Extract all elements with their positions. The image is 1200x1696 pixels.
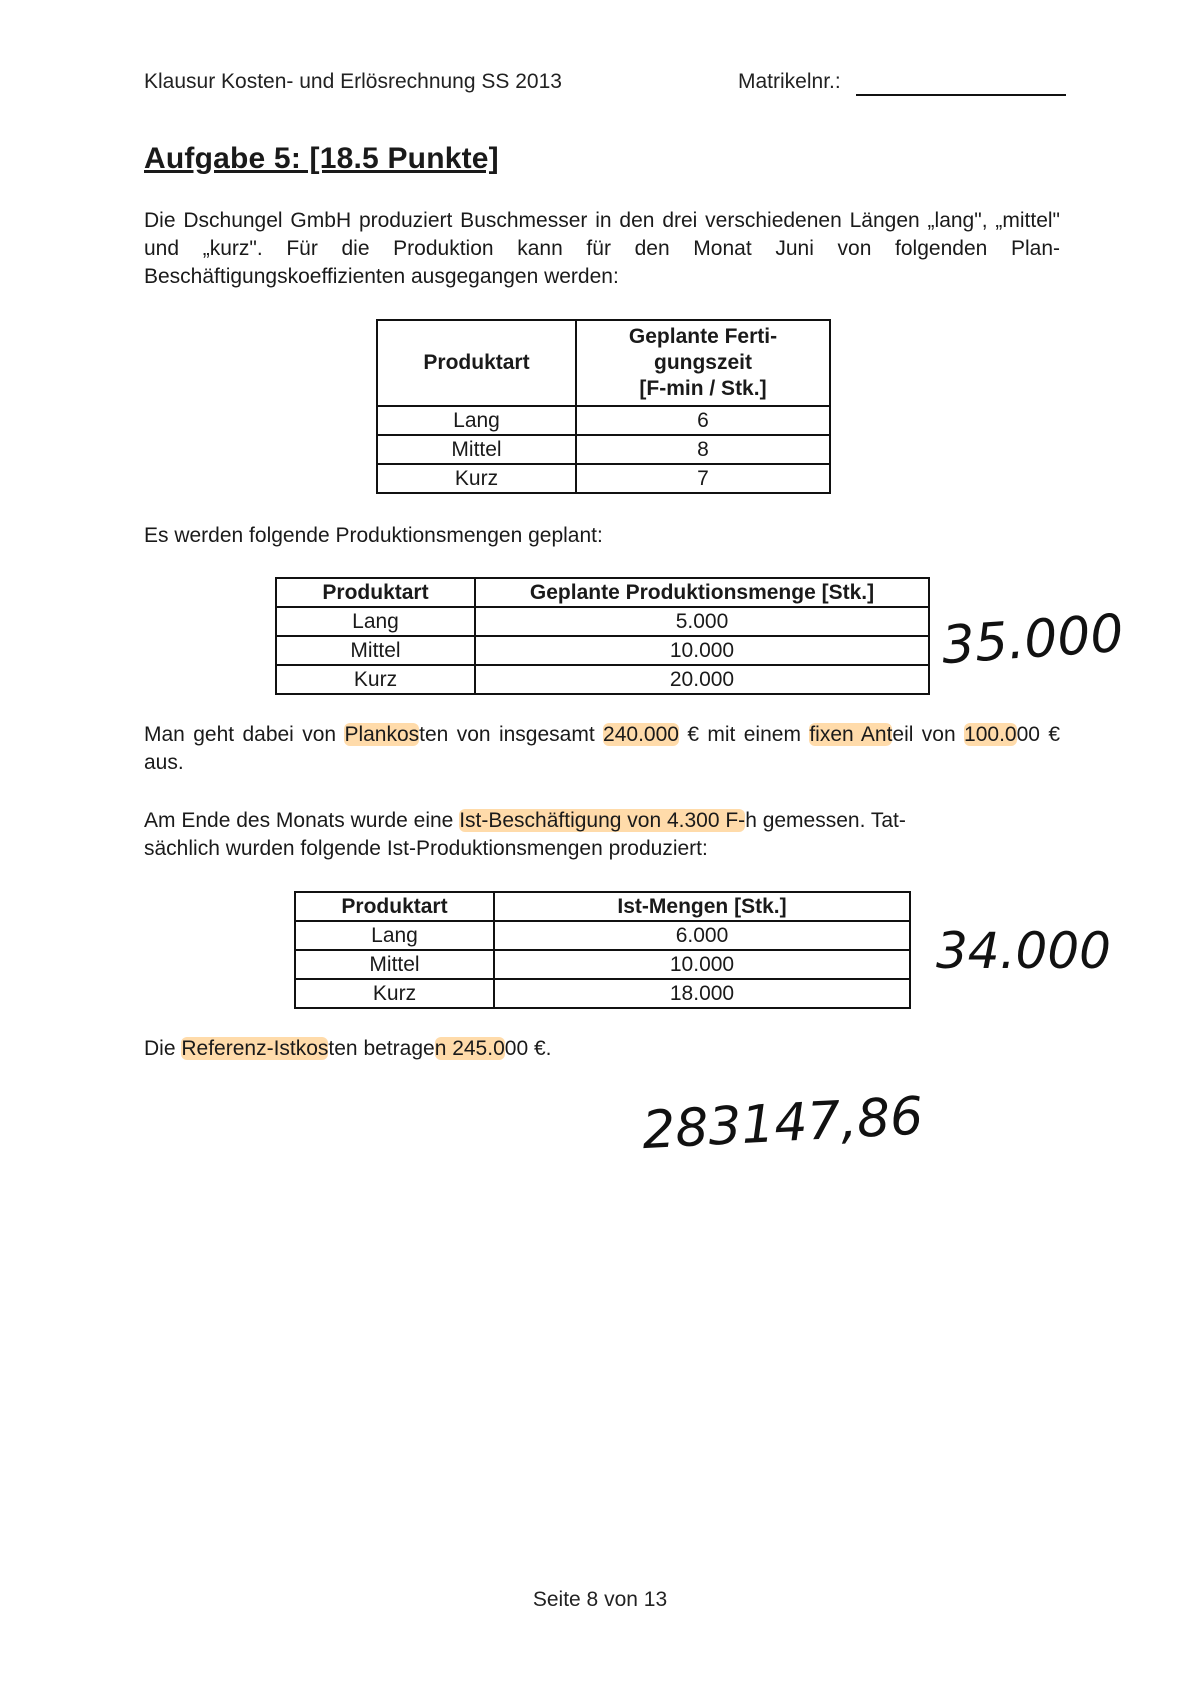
table-cell: Mittel: [377, 435, 576, 464]
matriculation-number-line: [856, 94, 1066, 96]
table-cell: Mittel: [295, 950, 494, 979]
handwritten-note-result: [638, 1082, 958, 1162]
text-run: h gemessen. Tat-: [745, 809, 906, 832]
column-header-product-type: Produktart: [295, 892, 494, 921]
handwritten-text: 283147,86: [640, 1086, 925, 1162]
text-run: Am Ende des Monats wurde eine: [144, 809, 460, 832]
text-run: Die: [144, 1037, 182, 1060]
text-run: € mit einem: [678, 723, 810, 746]
table-cell: 6.000: [494, 921, 910, 950]
handwritten-text: 35.000: [939, 603, 1126, 677]
handwritten-note-planned-total: [938, 603, 1126, 677]
table-row: [295, 921, 910, 950]
table-row: [377, 435, 830, 464]
table-cell: 20.000: [475, 665, 929, 694]
header-line: gungszeit: [654, 351, 752, 374]
text-run: 00 €.: [504, 1037, 552, 1060]
highlighted-text: fixen Ant: [809, 723, 893, 746]
text-run: Man geht dabei von: [144, 723, 345, 746]
table-header-row: [377, 320, 830, 406]
intro-paragraph: Die Dschungel GmbH produziert Buschmesser in den drei verschiedenen Längen „lang", „mittel" und „kurz". Für die Produktion kann für den Monat Juni von folgenden Plan-Beschäftigungskoeffizienten ausgegangen werden:: [144, 209, 1060, 288]
table-row: [295, 950, 910, 979]
table-cell: 18.000: [494, 979, 910, 1008]
planned-quantities-table: [275, 577, 930, 695]
actual-quantities-table: [294, 891, 911, 1009]
table-row: [276, 636, 929, 665]
table-header-row: [276, 578, 929, 607]
text-run: ten von insgesamt: [419, 723, 604, 746]
table-cell: Lang: [377, 406, 576, 435]
table-cell: 5.000: [475, 607, 929, 636]
column-header-product-type: Produktart: [377, 320, 576, 406]
table-cell: Kurz: [276, 665, 475, 694]
table-cell: Lang: [295, 921, 494, 950]
task-title: Aufgabe 5: [18.5 Punkte]: [144, 142, 499, 175]
text-run: ten betrage: [328, 1037, 435, 1060]
handwritten-text: 34.000: [936, 922, 1111, 980]
highlighted-text: n 245.0: [434, 1037, 505, 1060]
coefficient-table: [376, 319, 831, 494]
actual-employment-paragraph: [144, 807, 1060, 863]
table-row: [276, 665, 929, 694]
table-cell: Kurz: [377, 464, 576, 493]
table-row: [377, 464, 830, 493]
text-run: 00 € aus.: [144, 723, 1061, 774]
header-matriculation-label: Matrikelnr.:: [738, 70, 841, 93]
column-header-planned-time: [576, 320, 830, 406]
page-number-footer: Seite 8 von 13: [532, 1588, 668, 1611]
reference-costs-paragraph: [144, 1035, 1060, 1063]
table-row: [276, 607, 929, 636]
table-cell: Lang: [276, 607, 475, 636]
table-cell: 7: [576, 464, 830, 493]
plan-costs-paragraph: [144, 721, 1060, 777]
table-cell: 10.000: [475, 636, 929, 665]
table-cell: 6: [576, 406, 830, 435]
header-exam-title: Klausur Kosten- und Erlösrechnung SS 2013: [144, 70, 562, 93]
handwritten-note-actual-total: [932, 918, 1122, 988]
highlighted-text: 240.000: [603, 723, 679, 746]
highlighted-text: Ist-Beschäftigung von 4.300 F-: [459, 809, 746, 832]
table-cell: Mittel: [276, 636, 475, 665]
table-row: [377, 406, 830, 435]
highlighted-text: Referenz-Istkos: [181, 1037, 329, 1060]
highlighted-text: Plankos: [344, 723, 420, 746]
table-header-row: [295, 892, 910, 921]
highlighted-text: 100.0: [964, 723, 1017, 746]
text-run: sächlich wurden folgende Ist-Produktionsmengen produziert:: [144, 837, 708, 860]
table-cell: 10.000: [494, 950, 910, 979]
table-cell: 8: [576, 435, 830, 464]
header-line: [F-min / Stk.]: [639, 377, 767, 400]
column-header-planned-quantity: Geplante Produktionsmenge [Stk.]: [475, 578, 929, 607]
table-row: [295, 979, 910, 1008]
header-line: Geplante Ferti-: [628, 325, 778, 348]
table-cell: Kurz: [295, 979, 494, 1008]
column-header-actual-quantity: Ist-Mengen [Stk.]: [494, 892, 910, 921]
column-header-product-type: Produktart: [276, 578, 475, 607]
text-run: eil von: [892, 723, 965, 746]
planned-quantities-intro: Es werden folgende Produktionsmengen geplant:: [144, 524, 603, 547]
